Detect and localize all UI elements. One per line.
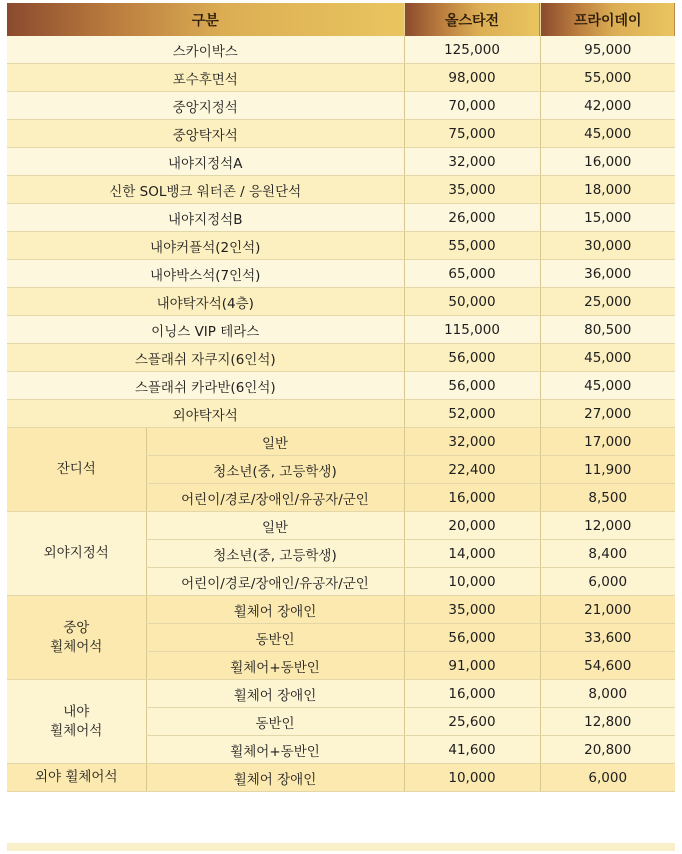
group-label-line: 휠체어석 [50, 722, 103, 739]
price-private: 6,000 [540, 764, 675, 792]
seat-name: 내야탁자석(4층) [7, 288, 404, 316]
table-row [7, 764, 675, 792]
table-bottom-strip [7, 843, 675, 851]
price-allstar: 10,000 [404, 568, 540, 596]
price-allstar: 16,000 [404, 484, 540, 512]
sub-seat-name: 휠체어+동반인 [146, 652, 404, 680]
seat-name: 포수후면석 [7, 64, 404, 92]
group-label-center-wheelchair [7, 596, 146, 680]
price-allstar: 56,000 [404, 372, 540, 400]
price-private: 6,000 [540, 568, 675, 596]
sub-seat-name: 휠체어 장애인 [146, 764, 404, 792]
price-allstar: 41,600 [404, 736, 540, 764]
price-allstar: 20,000 [404, 512, 540, 540]
price-private: 55,000 [540, 64, 675, 92]
price-allstar: 26,000 [404, 204, 540, 232]
group-label-outfield-wheelchair: 외야 휠체어석 [7, 764, 146, 792]
sub-seat-name: 휠체어 장애인 [146, 596, 404, 624]
sub-seat-name: 동반인 [146, 624, 404, 652]
seat-name: 내야지정석B [7, 204, 404, 232]
table-row [7, 176, 675, 204]
price-private: 54,600 [540, 652, 675, 680]
header-category: 구분 [7, 3, 404, 36]
price-allstar: 115,000 [404, 316, 540, 344]
price-private: 42,000 [540, 92, 675, 120]
table-row [7, 288, 675, 316]
table-row [7, 344, 675, 372]
price-allstar: 70,000 [404, 92, 540, 120]
price-allstar: 56,000 [404, 624, 540, 652]
sub-seat-name: 청소년(중, 고등학생) [146, 456, 404, 484]
table-row [7, 316, 675, 344]
table-row [7, 680, 675, 708]
price-allstar: 55,000 [404, 232, 540, 260]
table-row [7, 64, 675, 92]
price-private: 16,000 [540, 148, 675, 176]
price-private: 20,800 [540, 736, 675, 764]
group-label-infield-wheelchair [7, 680, 146, 764]
seat-name: 중앙탁자석 [7, 120, 404, 148]
price-private: 45,000 [540, 372, 675, 400]
table-row [7, 92, 675, 120]
table-row [7, 512, 675, 540]
seat-name: 내야지정석A [7, 148, 404, 176]
group-label-outfield: 외야지정석 [7, 512, 146, 596]
table-row [7, 232, 675, 260]
group-label-lawn: 잔디석 [7, 428, 146, 512]
price-private: 33,600 [540, 624, 675, 652]
sub-seat-name: 청소년(중, 고등학생) [146, 540, 404, 568]
price-private: 80,500 [540, 316, 675, 344]
price-private: 17,000 [540, 428, 675, 456]
price-allstar: 25,600 [404, 708, 540, 736]
header-private: 프라이데이 [540, 3, 675, 36]
seat-name: 이닝스 VIP 테라스 [7, 316, 404, 344]
price-allstar: 75,000 [404, 120, 540, 148]
price-private: 8,500 [540, 484, 675, 512]
price-private: 8,400 [540, 540, 675, 568]
price-private: 45,000 [540, 120, 675, 148]
price-private: 12,000 [540, 512, 675, 540]
group-label-line: 휠체어석 [50, 638, 103, 655]
group-label-line: 내야 [63, 703, 90, 720]
price-allstar: 98,000 [404, 64, 540, 92]
table-row [7, 260, 675, 288]
sub-seat-name: 일반 [146, 512, 404, 540]
price-allstar: 56,000 [404, 344, 540, 372]
sub-seat-name: 휠체어 장애인 [146, 680, 404, 708]
table-row [7, 428, 675, 456]
price-allstar: 14,000 [404, 540, 540, 568]
seat-name: 중앙지정석 [7, 92, 404, 120]
sub-seat-name: 어린이/경로/장애인/유공자/군인 [146, 484, 404, 512]
price-allstar: 35,000 [404, 596, 540, 624]
seat-name: 내야박스석(7인석) [7, 260, 404, 288]
price-private: 36,000 [540, 260, 675, 288]
header-allstar: 올스타전 [404, 3, 540, 36]
table-row [7, 400, 675, 428]
seat-name: 스카이박스 [7, 36, 404, 64]
seat-name: 내야커플석(2인석) [7, 232, 404, 260]
sub-seat-name: 동반인 [146, 708, 404, 736]
price-private: 8,000 [540, 680, 675, 708]
sub-seat-name: 일반 [146, 428, 404, 456]
price-private: 12,800 [540, 708, 675, 736]
price-allstar: 32,000 [404, 148, 540, 176]
price-private: 30,000 [540, 232, 675, 260]
seat-name: 스플래쉬 카라반(6인석) [7, 372, 404, 400]
table-header-row [7, 3, 675, 36]
seat-name: 외야탁자석 [7, 400, 404, 428]
price-allstar: 65,000 [404, 260, 540, 288]
table-row [7, 372, 675, 400]
sub-seat-name: 휠체어+동반인 [146, 736, 404, 764]
price-private: 25,000 [540, 288, 675, 316]
table-row [7, 204, 675, 232]
price-private: 15,000 [540, 204, 675, 232]
group-label-line: 중앙 [63, 619, 90, 636]
price-allstar: 91,000 [404, 652, 540, 680]
seat-name: 신한 SOL뱅크 워터존 / 응원단석 [7, 176, 404, 204]
price-allstar: 125,000 [404, 36, 540, 64]
price-private: 27,000 [540, 400, 675, 428]
table-row [7, 120, 675, 148]
seat-name: 스플래쉬 자쿠지(6인석) [7, 344, 404, 372]
price-allstar: 32,000 [404, 428, 540, 456]
price-table [7, 3, 675, 792]
table-row [7, 148, 675, 176]
price-private: 95,000 [540, 36, 675, 64]
table-row [7, 36, 675, 64]
price-allstar: 35,000 [404, 176, 540, 204]
price-allstar: 50,000 [404, 288, 540, 316]
price-private: 11,900 [540, 456, 675, 484]
sub-seat-name: 어린이/경로/장애인/유공자/군인 [146, 568, 404, 596]
price-allstar: 16,000 [404, 680, 540, 708]
price-allstar: 10,000 [404, 764, 540, 792]
price-private: 21,000 [540, 596, 675, 624]
table-row [7, 596, 675, 624]
price-allstar: 52,000 [404, 400, 540, 428]
price-private: 45,000 [540, 344, 675, 372]
price-private: 18,000 [540, 176, 675, 204]
price-allstar: 22,400 [404, 456, 540, 484]
